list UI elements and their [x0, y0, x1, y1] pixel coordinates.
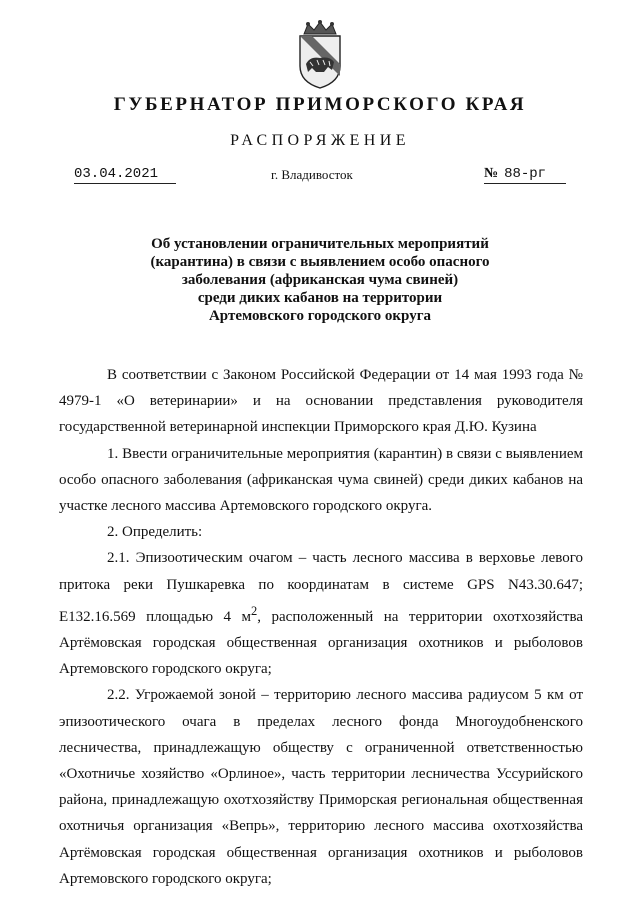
subject-line: заболевания (африканская чума свиней) [181, 272, 459, 288]
square-meter-exponent: 2 [251, 603, 258, 618]
subject-line: Об установлении ограничительных мероприятий [151, 236, 489, 252]
primorsky-krai-coat-of-arms-icon [290, 20, 350, 90]
paragraph-item-2: 2. Определить: [107, 524, 203, 541]
subject-line: (карантина) в связи с выявлением особо опасного [150, 254, 490, 270]
number-sign: № [484, 166, 499, 181]
subject-line: среди диких кабанов на территории [197, 290, 443, 306]
issuing-authority: ГУБЕРНАТОР ПРИМОРСКОГО КРАЯ [113, 94, 527, 115]
document-subject [0, 235, 640, 325]
document-type: РАСПОРЯЖЕНИЕ [230, 132, 410, 149]
document-city: г. Владивосток [271, 167, 353, 182]
subject-line: Артемовского городского округа [208, 308, 432, 324]
paragraph-preamble: В соответствии с Законом Российской Федерации от 14 мая 1993 года № 4979-1 «О ветеринарии» и на основании представления руководителя государственной ветеринарной инспекции Приморского края Д.Ю. Кузина [59, 367, 583, 436]
paragraph-item-2-1-text-cont: , расположенный на территории охотхозяйства Артёмовская городская общественная организация охотников и рыболовов Артемовского городского округа; [59, 608, 583, 678]
paragraph-item-1: 1. Ввести ограничительные мероприятия (карантин) в связи с выявлением особо опасного заболевания (африканская чума свиней) среди диких кабанов на участке лесного массива Артемовского городского округа. [59, 445, 583, 515]
paragraph-item-2-1 [59, 545, 583, 682]
paragraph-item-2-2: 2.2. Угрожаемой зоной – территорию лесного массива радиусом 5 км от эпизоотического очага в пределах лесного фонда Многоудобненского лесничества, принадлежащую обществу с ограниченной ответственностью «Охотничье хозяйство «Орлиное», часть территории лесничества Уссурийского района, принадлежащую охотхозяйству Приморская региональная общественная охотничья организация «Вепрь», территорию лесного массива охотхозяйства Артёмовская городская общественная организация охотников и рыболовов Артемовского городского округа; [59, 687, 583, 887]
document-number [484, 166, 566, 184]
paragraph-item-2-1-text: 2.1. Эпизоотическим очагом – часть лесного массива в верховье левого притока реки Пушкаревка по координатам в системе GPS N43.30.647; E132.16.569 площадью 4 м [59, 550, 583, 625]
document-body [59, 362, 583, 892]
document-date: 03.04.2021 [74, 166, 176, 184]
document-number-value: 88-рг [504, 166, 547, 182]
